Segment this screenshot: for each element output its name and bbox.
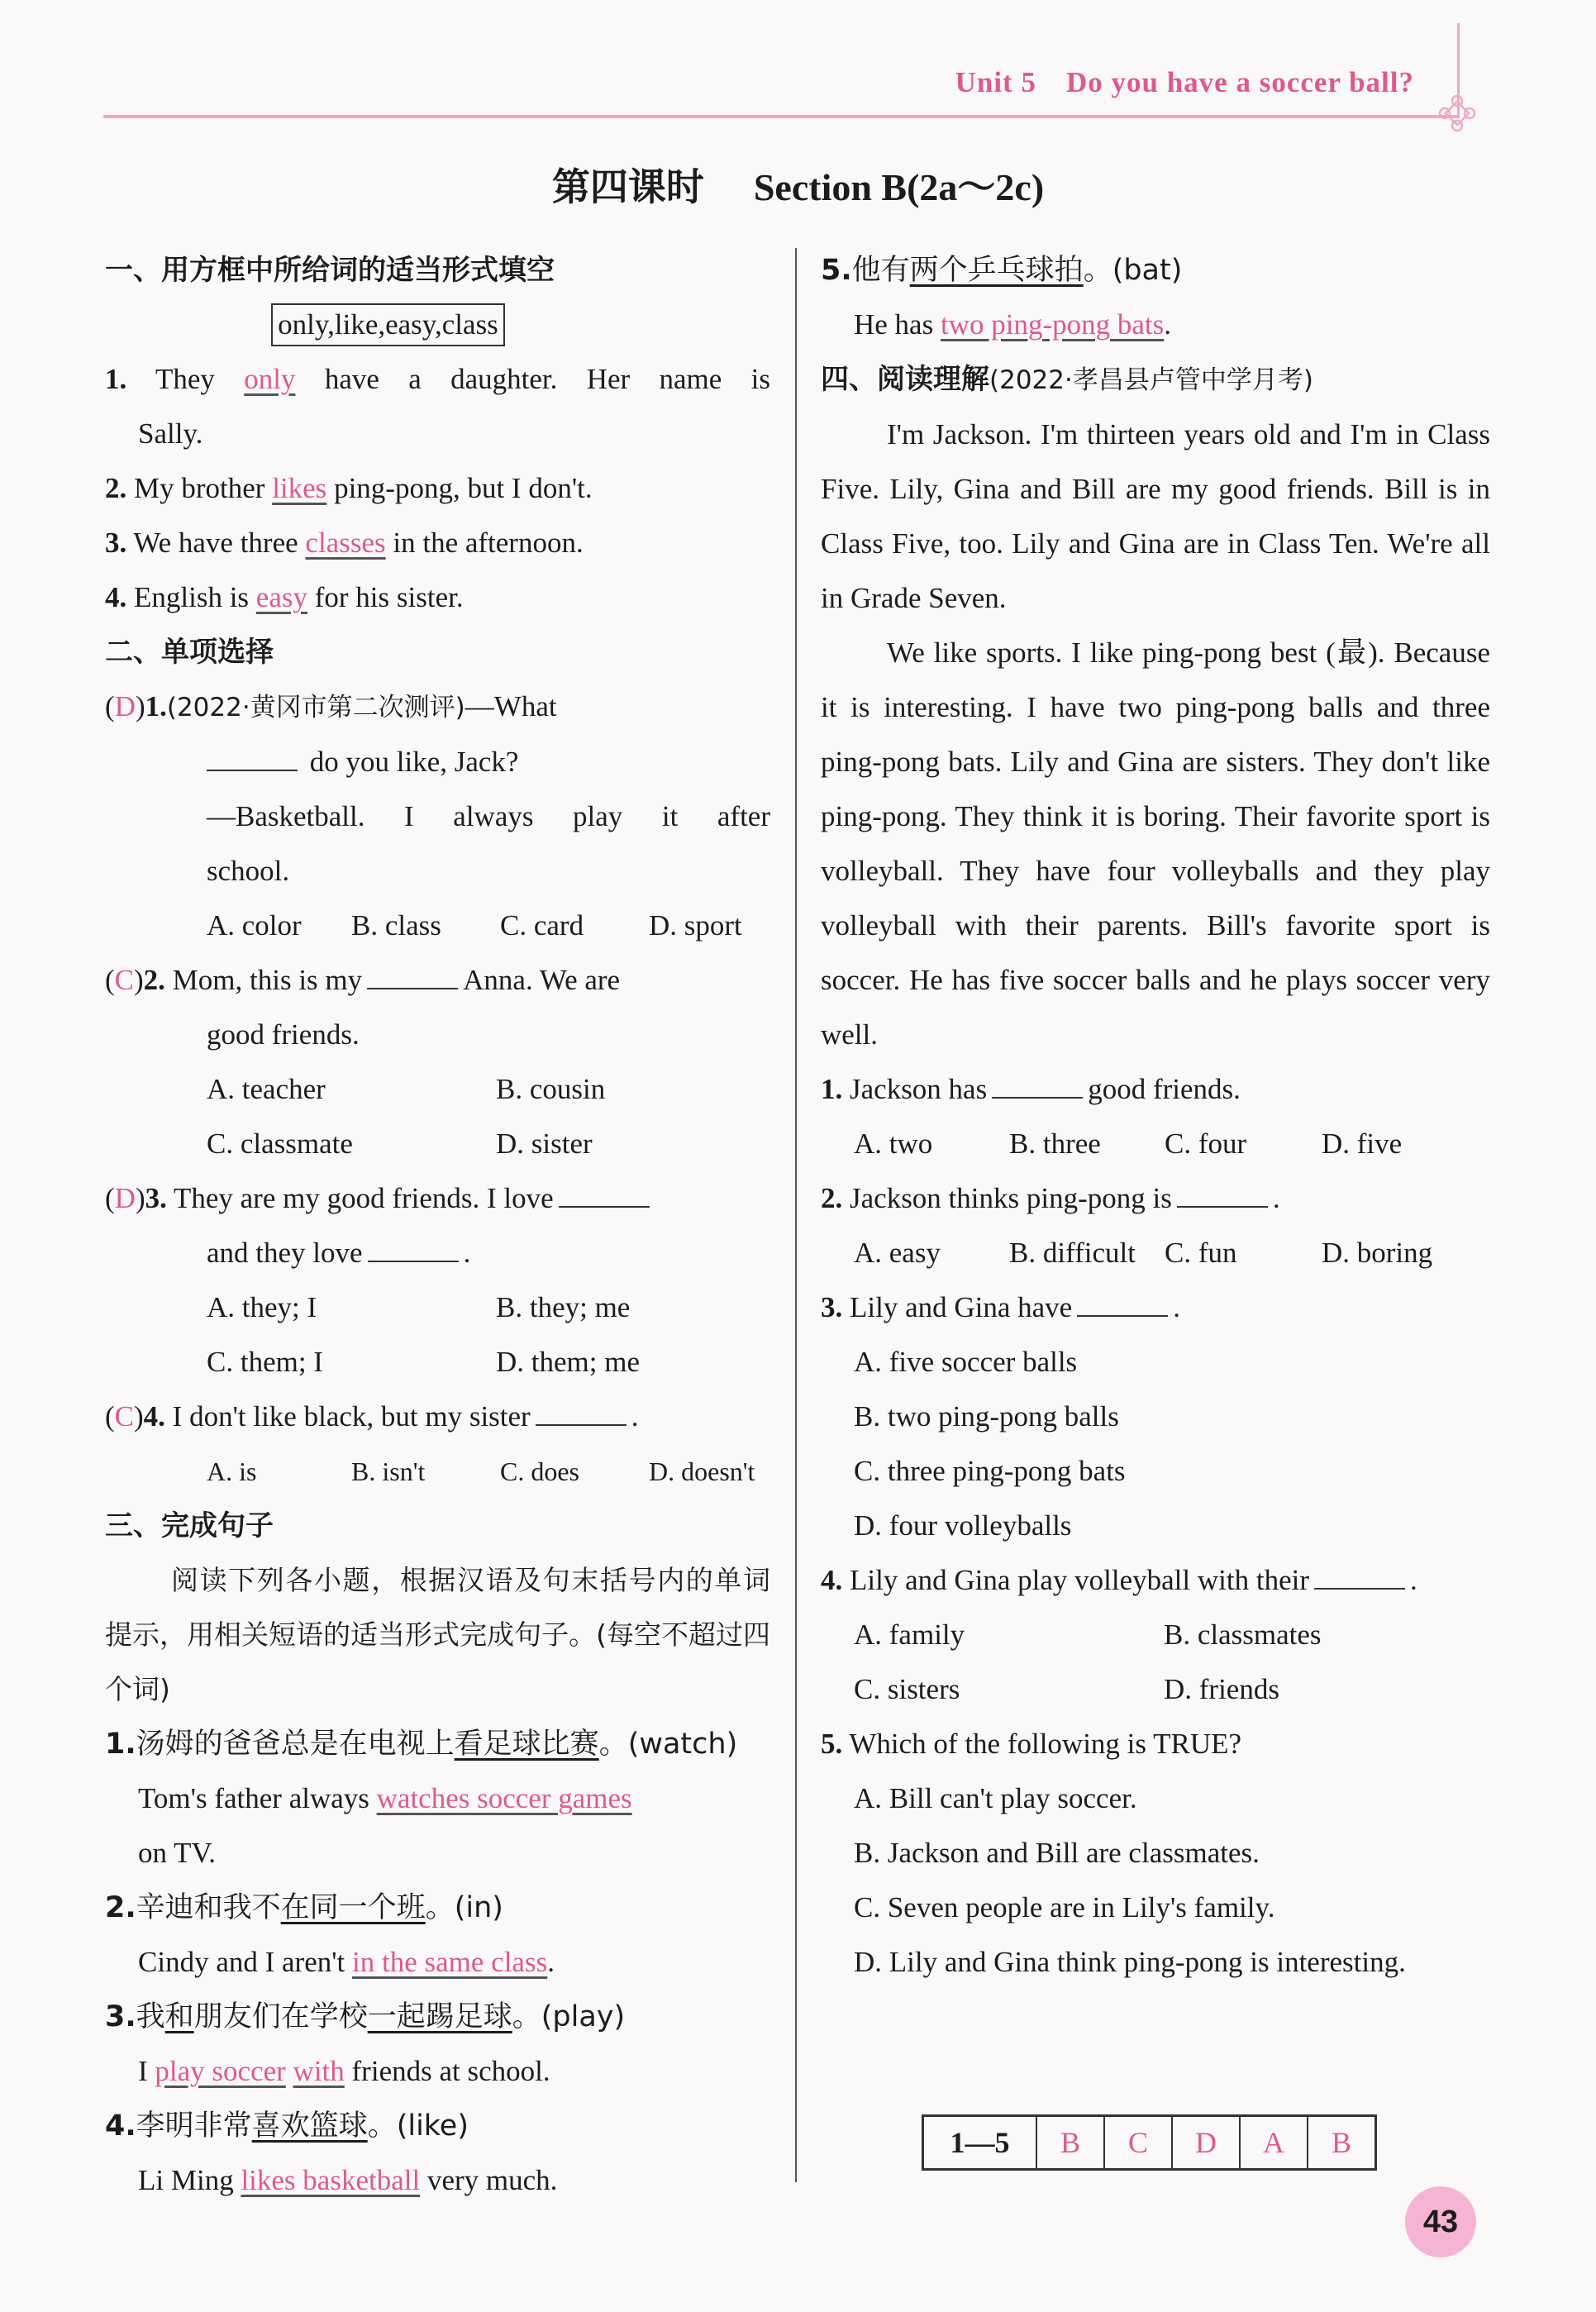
p1-q1: 1. They only have a daughter. Her name is xyxy=(105,363,770,395)
part4-heading: 四、阅读理解 xyxy=(821,363,989,396)
p4-q5: 5. Which of the following is TRUE? xyxy=(821,1728,1242,1760)
answer: only xyxy=(244,363,296,395)
word-box: only,like,easy,class xyxy=(271,303,505,346)
lesson-title-cn: 第四课时 xyxy=(551,164,704,209)
p4-q5-opt-c: C. Seven people are in Lily's family. xyxy=(854,1891,1275,1923)
p3-q4-cn: 4.李明非常喜欢篮球。(like) xyxy=(105,2109,469,2143)
answer: with xyxy=(293,2055,345,2087)
right-column xyxy=(821,243,1490,1990)
answer-key-cell: D xyxy=(1171,2117,1239,2168)
p2-q4-options: A. is B. isn't C. does D. doesn't xyxy=(207,1456,755,1486)
running-header xyxy=(955,66,1414,99)
passage-paragraph-2: We like sports. I like ping-pong best (最). Because it is interesting. I have two ping-pong balls and three ping-pong bats. Lily and Gina are sisters. They don't like ping-pong. They think it is boring. Their favorite sport is volleyball. They have four volleyballs and they play volleyball with their parents. Bill's favorite sport is soccer. He has five soccer balls and he plays soccer very well. xyxy=(821,636,1490,1051)
p2-q1-line4: school. xyxy=(207,855,290,887)
p2-q1-line3: —Basketball. I always play it after xyxy=(207,800,770,832)
column-divider xyxy=(795,248,797,2182)
part2-heading: 二、单项选择 xyxy=(105,636,274,669)
p4-q3-opt-b: B. two ping-pong balls xyxy=(854,1400,1119,1432)
answer: two ping-pong bats xyxy=(940,308,1165,341)
p3-q4-en: Li Ming likes basketball very much. xyxy=(138,2164,558,2196)
page-number-badge: 43 xyxy=(1405,2186,1476,2257)
part3-heading: 三、完成句子 xyxy=(105,1509,274,1542)
p2-q2-options-ab: A. teacher B. cousin xyxy=(207,1073,606,1105)
p2-q3-options-cd: C. them; I D. them; me xyxy=(207,1346,640,1378)
p4-q4: 4. Lily and Gina play volleyball with their . xyxy=(821,1564,1417,1596)
header-unit: Unit 5 xyxy=(955,66,1036,98)
p1-q1-cont: Sally. xyxy=(138,417,203,450)
answer-mark: C xyxy=(114,964,135,996)
answer-key-cell: A xyxy=(1239,2117,1307,2168)
p2-q3-line2: and they love . xyxy=(207,1237,471,1269)
part3-instructions: 阅读下列各小题，根据汉语及句末括号内的单词提示，用相关短语的适当形式完成句子。(每空不超过四个词) xyxy=(105,1564,770,1705)
p4-q3-opt-c: C. three ping-pong bats xyxy=(854,1455,1126,1487)
p4-q4-options-cd: C. sisters D. friends xyxy=(854,1673,1279,1705)
p4-q3-opt-d: D. four volleyballs xyxy=(854,1509,1072,1542)
answer-mark: D xyxy=(114,690,136,722)
part1-heading: 一、用方框中所给词的适当形式填空 xyxy=(105,254,555,287)
p1-q4: 4. English is easy for his sister. xyxy=(105,581,464,613)
p4-q2-options: A. easy B. difficult C. fun D. boring xyxy=(854,1237,1433,1269)
p4-q4-options-ab: A. family B. classmates xyxy=(854,1618,1322,1651)
part4-heading-row xyxy=(821,352,1490,408)
answer-mark: D xyxy=(114,1182,136,1214)
p2-q3: (D)3. They are my good friends. I love xyxy=(105,1171,770,1226)
p2-q1: (D)1.(2022·黄冈市第二次测评)—What xyxy=(105,690,557,722)
p4-q1: 1. Jackson has good friends. xyxy=(821,1073,1241,1105)
p3-q3-cn: 3.我和朋友们在学校一起踢足球。(play) xyxy=(105,2000,626,2033)
left-column xyxy=(105,243,770,2208)
answer: easy xyxy=(255,581,307,613)
p4-q1-options: A. two B. three C. four D. five xyxy=(854,1127,1403,1160)
p2-q1-options: A. color B. class C. card D. sport xyxy=(207,909,742,941)
p1-q2: 2. My brother likes ping-pong, but I don't. xyxy=(105,472,593,504)
answer-key-label: 1—5 xyxy=(950,2126,1010,2159)
p3-q1-en-cont: on TV. xyxy=(138,1837,217,1869)
p3-q5-cn: 5.他有两个乒乓球拍。(bat) xyxy=(821,254,1183,287)
p1-q3: 3. We have three classes in the afternoon. xyxy=(105,527,584,559)
p3-q1-en: Tom's father always watches soccer games xyxy=(138,1782,632,1814)
word-box-row xyxy=(105,298,770,352)
answer-mark: C xyxy=(114,1400,135,1432)
answer: likes xyxy=(272,472,327,504)
answer: play soccer xyxy=(155,2055,286,2087)
p2-q1-line2: do you like, Jack? xyxy=(105,735,770,789)
p4-q5-opt-b: B. Jackson and Bill are classmates. xyxy=(854,1837,1260,1869)
p3-q5-en: He has two ping-pong bats. xyxy=(854,308,1171,341)
p4-q2: 2. Jackson thinks ping-pong is . xyxy=(821,1182,1280,1214)
p3-q1-cn: 1.汤姆的爸爸总是在电视上看足球比赛。(watch) xyxy=(105,1728,738,1761)
passage-paragraph-1: I'm Jackson. I'm thirteen years old and I'm in Class Five. Lily, Gina and Bill are my good friends. Bill is in Class Five, too. Lily and Gina are in Class Ten. We're all in Grade Seven. xyxy=(821,418,1490,614)
p3-q2-cn: 2.辛迪和我不在同一个班。(in) xyxy=(105,1891,503,1924)
p2-q3-options-ab: A. they; I B. they; me xyxy=(207,1291,631,1323)
p3-q2-en: Cindy and I aren't in the same class. xyxy=(138,1946,555,1978)
answer: likes basketball xyxy=(241,2164,421,2196)
part4-source: (2022·孝昌县卢管中学月考) xyxy=(989,365,1313,395)
answer-key-cell: C xyxy=(1103,2117,1171,2168)
p4-q3-opt-a: A. five soccer balls xyxy=(854,1346,1078,1378)
p4-q3: 3. Lily and Gina have . xyxy=(821,1291,1180,1323)
p3-q3-en: I play soccer with friends at school. xyxy=(138,2055,550,2087)
answer-key-cell: B xyxy=(1036,2117,1103,2168)
lesson-title-en: Section B(2a～2c) xyxy=(753,166,1045,208)
p2-q2-options-cd: C. classmate D. sister xyxy=(207,1127,593,1160)
p4-q5-opt-d: D. Lily and Gina think ping-pong is interesting. xyxy=(854,1946,1406,1978)
p4-q5-opt-a: A. Bill can't play soccer. xyxy=(854,1782,1137,1814)
answer: classes xyxy=(305,527,386,559)
p2-q4: (C)4. I don't like black, but my sister . xyxy=(105,1400,639,1432)
p2-q2-line2: good friends. xyxy=(207,1018,360,1051)
answer: watches soccer games xyxy=(376,1782,632,1814)
chinese-knot-icon xyxy=(1436,93,1478,134)
header-divider xyxy=(103,115,1459,118)
header-title: Do you have a soccer ball? xyxy=(1065,66,1414,98)
answer: in the same class xyxy=(352,1946,548,1978)
answer-key-cell: B xyxy=(1307,2117,1374,2168)
p2-q2: (C)2. Mom, this is my Anna. We are xyxy=(105,964,621,996)
answer-key-box xyxy=(922,2114,1377,2171)
lesson-title xyxy=(0,157,1596,212)
